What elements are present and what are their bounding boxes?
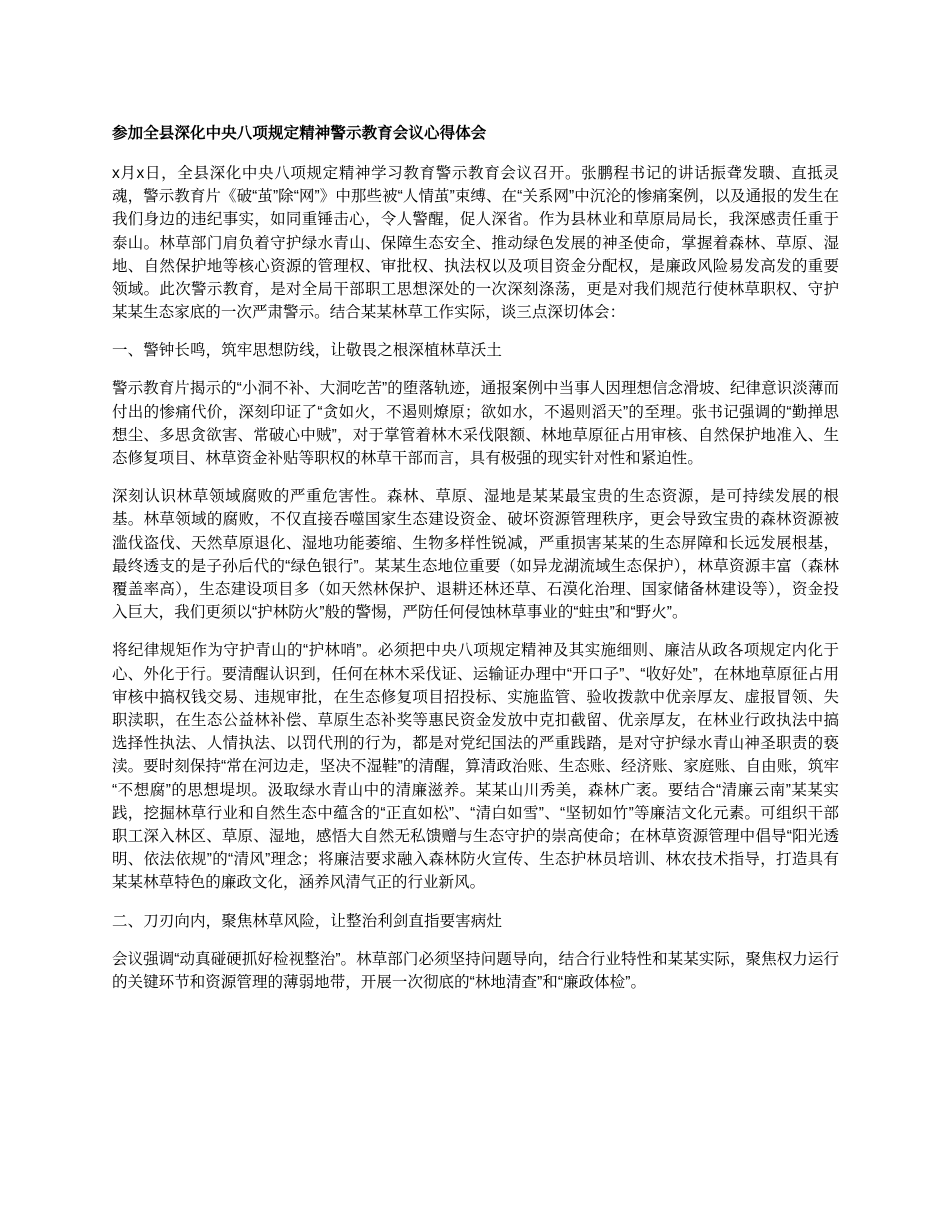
body-paragraph: 会议强调“动真碰硬抓好检视整治”。林草部门必须坚持问题导向，结合行业特性和某某实际，聚焦权力运行的关键环节和资源管理的薄弱地带，开展一次彻底的“林地清查”和“廉政体检”。 <box>112 950 839 991</box>
body-paragraph: 将纪律规矩作为守护青山的“护林哨”。必须把中央八项规定精神及其实施细则、廉洁从政各项规定内化于心、外化于行。要清醒认识到，任何在林木采伐证、运输证办理中“开口子”、“收好处”，在林地草原征占用审核中搞权钱交易、违规审批，在生态修复项目招投标、实施监管、验收拨款中优亲厚友、虚报冒领、失职渎职，在生态公益林补偿、草原生态补奖等惠民资金发放中克扣截留、优亲厚友，在林业行政执法中搞选择性执法、人情执法、以罚代刑的行为，都是对党纪国法的严重践踏，是对守护绿水青山神圣职责的亵渎。要时刻保持“常在河边走，坚决不湿鞋”的清醒，算清政治账、生态账、经济账、家庭账、自由账，筑牢“不想腐”的思想堤坝。汲取绿水青山中的清廉滋养。某某山川秀美，森林广袤。要结合“清廉云南”某某实践，挖掘林草行业和自然生态中蕴含的“正直如松”、“清白如雪”、“坚韧如竹”等廉洁文化元素。可组织干部职工深入林区、草原、湿地，感悟大自然无私馈赠与生态守护的崇高使命；在林草资源管理中倡导“阳光透明、依法依规”的“清风”理念；将廉洁要求融入森林防火宣传、生态护林员培训、林农技术指导，打造具有某某林草特色的廉政文化，涵养风清气正的行业新风。 <box>112 642 839 892</box>
page-title: 参加全县深化中央八项规定精神警示教育会议心得体会 <box>112 125 487 142</box>
document-body <box>112 122 839 994</box>
document-content <box>112 162 839 994</box>
body-paragraph: 深刻认识林草领域腐败的严重危害性。森林、草原、湿地是某某最宝贵的生态资源，是可持续发展的根基。林草领域的腐败，不仅直接吞噬国家生态建设资金、破坏资源管理秩序，更会导致宝贵的森林资源被滥伐盗伐、天然草原退化、湿地功能萎缩、生物多样性锐减，严重损害某某的生态屏障和长远发展根基，最终透支的是子孙后代的“绿色银行”。某某生态地位重要（如异龙湖流域生态保护），林草资源丰富（森林覆盖率高），生态建设项目多（如天然林保护、退耕还林还草、石漠化治理、国家储备林建设等），资金投入巨大，我们更须以“护林防火”般的警惕，严防任何侵蚀林草事业的“蛀虫”和“野火”。 <box>112 488 839 622</box>
body-paragraph: x月x日，全县深化中央八项规定精神学习教育警示教育会议召开。张鹏程书记的讲话振聋发聩、直抵灵魂，警示教育片《破“茧”除“网”》中那些被“人情茧”束缚、在“关系网”中沉沦的惨痛案例，以及通报的发生在我们身边的违纪事实，如同重锤击心，令人警醒，促人深省。作为县林业和草原局局长，我深感责任重于泰山。林草部门肩负着守护绿水青山、保障生态安全、推动绿色发展的神圣使命，掌握着森林、草原、湿地、自然保护地等核心资源的管理权、审批权、执法权以及项目资金分配权，是廉政风险易发高发的重要领域。此次警示教育，是对全局干部职工思想深处的一次深刻涤荡，更是对我们规范行使林草职权、守护某某生态家底的一次严肃警示。结合某某林草工作实际，谈三点深切体会： <box>112 165 839 322</box>
section-heading: 二、刀刃向内，聚焦林草风险，让整治利剑直指要害病灶 <box>112 912 503 930</box>
section-heading: 一、警钟长鸣，筑牢思想防线，让敬畏之根深植林草沃土 <box>112 342 503 360</box>
body-paragraph: 警示教育片揭示的“小洞不补、大洞吃苦”的堕落轨迹，通报案例中当事人因理想信念滑坡、纪律意识淡薄而付出的惨痛代价，深刻印证了“贪如火，不遏则燎原；欲如水，不遏则滔天”的至理。张书记强调的“勤掸思想尘、多思贪欲害、常破心中贼”，对于掌管着林木采伐限额、林地草原征占用审核、自然保护地准入、生态修复项目、林草资金补贴等职权的林草干部而言，具有极强的现实针对性和紧迫性。 <box>112 380 839 468</box>
